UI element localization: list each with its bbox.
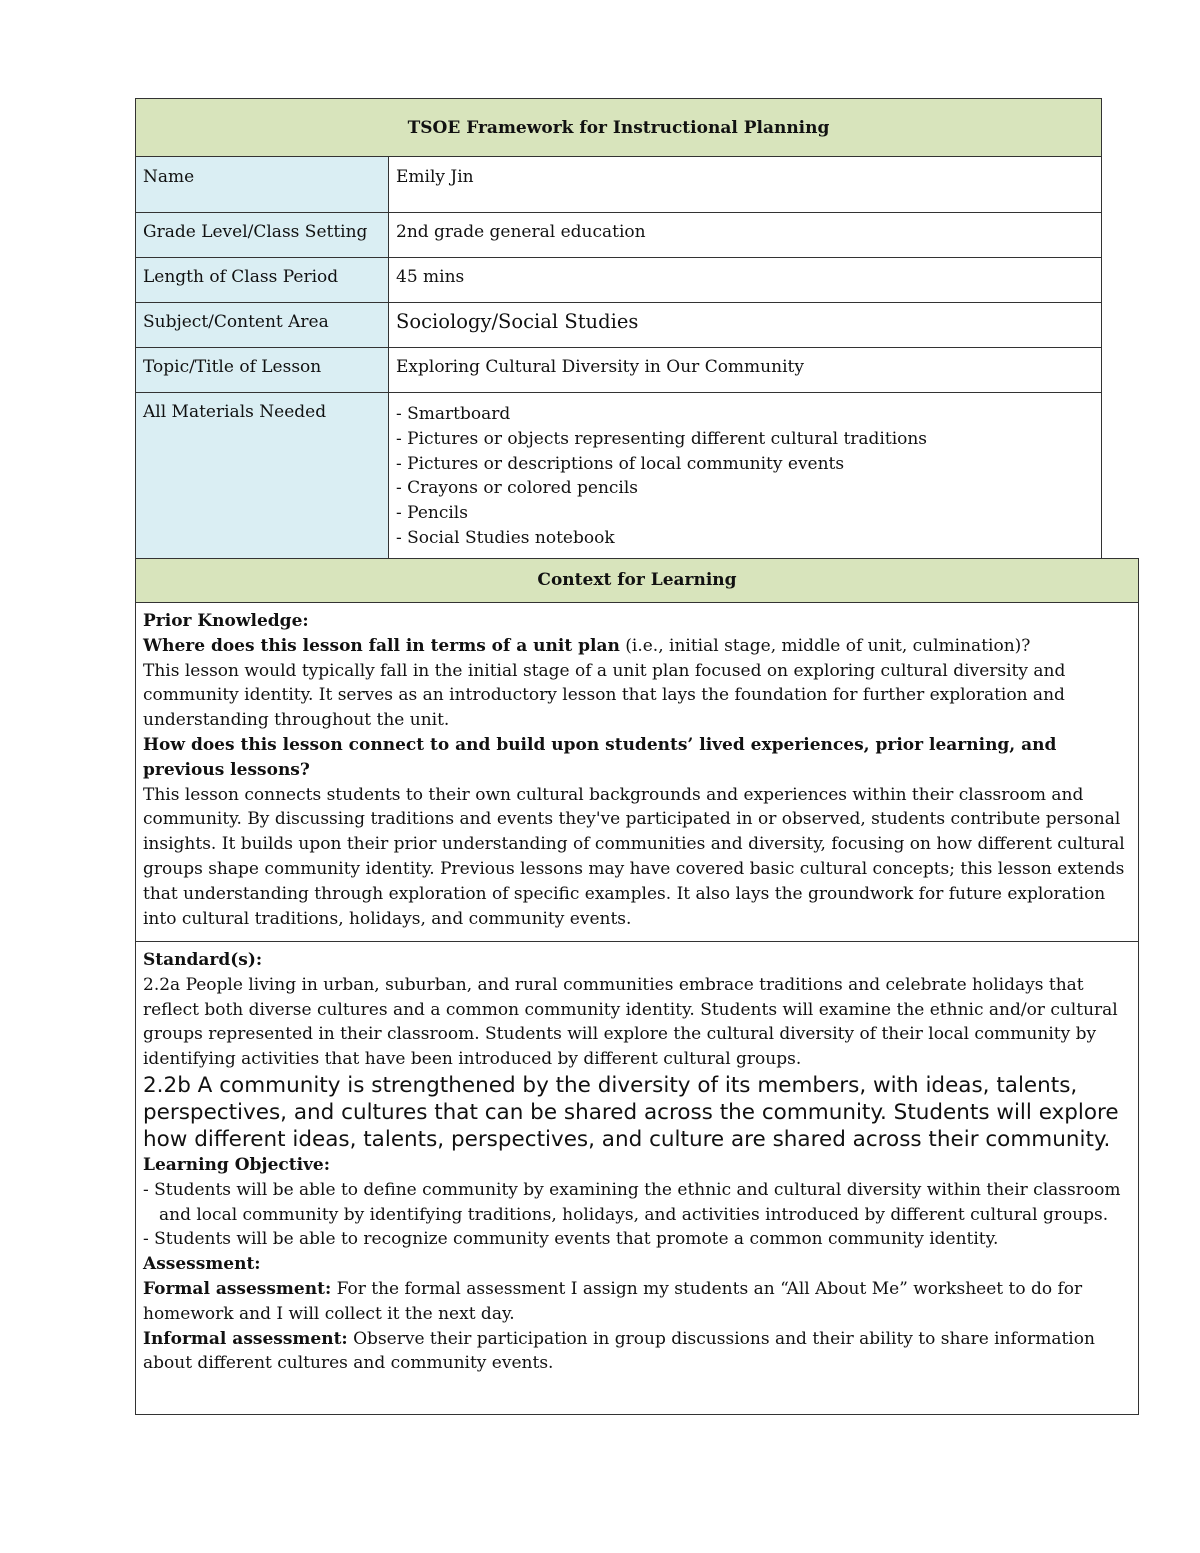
length-value: 45 mins (389, 258, 1102, 303)
answer-2: This lesson connects students to their own cultural backgrounds and experiences within their classroom and community. By discussing traditions and events they've participated in or observed, students contribute personal insights. It builds upon their prior understanding of communities and diversity, focusing on how different cultural groups shape community identity. Previous lessons may have covered basic cultural concepts; this lesson extends that understanding through exploration of specific examples. It also lays the groundwork for future exploration into cultural traditions, holidays, and community events. (143, 784, 1125, 929)
objective-heading: Learning Objective: (143, 1154, 331, 1175)
subject-value: Sociology/Social Studies (389, 303, 1102, 348)
planning-info-table (135, 98, 1102, 559)
topic-label: Topic/Title of Lesson (136, 348, 389, 393)
standards-heading: Standard(s): (143, 950, 263, 970)
informal-label: Informal assessment: (143, 1328, 348, 1349)
informal-text: Observe their participation in group discussions and their ability to share information about different cultures and community events. (143, 1328, 1095, 1374)
name-label: Name (136, 157, 389, 213)
material-item: - Pencils (396, 503, 468, 524)
answer-1: This lesson would typically fall in the initial stage of a unit plan focused on exploring cultural diversity and community identity. It serves as an introductory lesson that lays the foundation for further exploration and understanding throughout the unit. (143, 660, 1066, 731)
context-title: Context for Learning (136, 559, 1139, 603)
materials-label: All Materials Needed (136, 393, 389, 559)
topic-value: Exploring Cultural Diversity in Our Community (389, 348, 1102, 393)
length-label: Length of Class Period (136, 258, 389, 303)
formal-text: For the formal assessment I assign my students an “All About Me” worksheet to do for homework and I will collect it the next day. (143, 1278, 1083, 1324)
question-1: Where does this lesson fall in terms of a unit plan (143, 635, 620, 656)
formal-label: Formal assessment: (143, 1278, 332, 1299)
subject-label: Subject/Content Area (136, 303, 389, 348)
standard-2-2a: 2.2a People living in urban, suburban, and rural communities embrace traditions and celebrate holidays that reflect both diverse cultures and a common community identity. Students will examine the ethnic and/or cultural groups represented in their classroom. Students will explore the cultural diversity of their local community by identifying activities that have been introduced by different cultural groups. (143, 974, 1118, 1070)
question-2: How does this lesson connect to and build upon students’ lived experiences, prior learning, and previous lessons? (143, 734, 1057, 780)
grade-value: 2nd grade general education (389, 213, 1102, 258)
objective-item: - Students will be able to define community by examining the ethnic and cultural diversity within their classroom and local community by identifying traditions, holidays, and activities introduced by different cultural groups. (143, 1179, 1121, 1225)
question-1-note: (i.e., initial stage, middle of unit, culmination)? (619, 635, 1031, 656)
prior-knowledge-cell (136, 603, 1139, 942)
standards-cell (136, 942, 1139, 1415)
standard-2-2b: 2.2b A community is strengthened by the diversity of its members, with ideas, talents, perspectives, and cultures that can be shared across the community. Students will explore how different ideas, talents, perspectives, and culture are shared across their community. (143, 1072, 1119, 1152)
material-item: - Pictures or descriptions of local community events (396, 453, 845, 474)
name-value: Emily Jin (389, 157, 1102, 213)
material-item: - Pictures or objects representing different cultural traditions (396, 428, 928, 449)
materials-list (389, 393, 1102, 559)
prior-heading: Prior Knowledge: (143, 611, 309, 631)
material-item: - Crayons or colored pencils (396, 478, 639, 499)
framework-title: TSOE Framework for Instructional Planning (136, 99, 1102, 157)
material-item: - Smartboard (396, 404, 511, 424)
objective-item: - Students will be able to recognize community events that promote a common community identity. (143, 1229, 999, 1250)
assessment-heading: Assessment: (143, 1254, 261, 1275)
grade-label: Grade Level/Class Setting (136, 213, 389, 258)
context-table (135, 558, 1139, 1415)
material-item: - Social Studies notebook (396, 527, 615, 548)
